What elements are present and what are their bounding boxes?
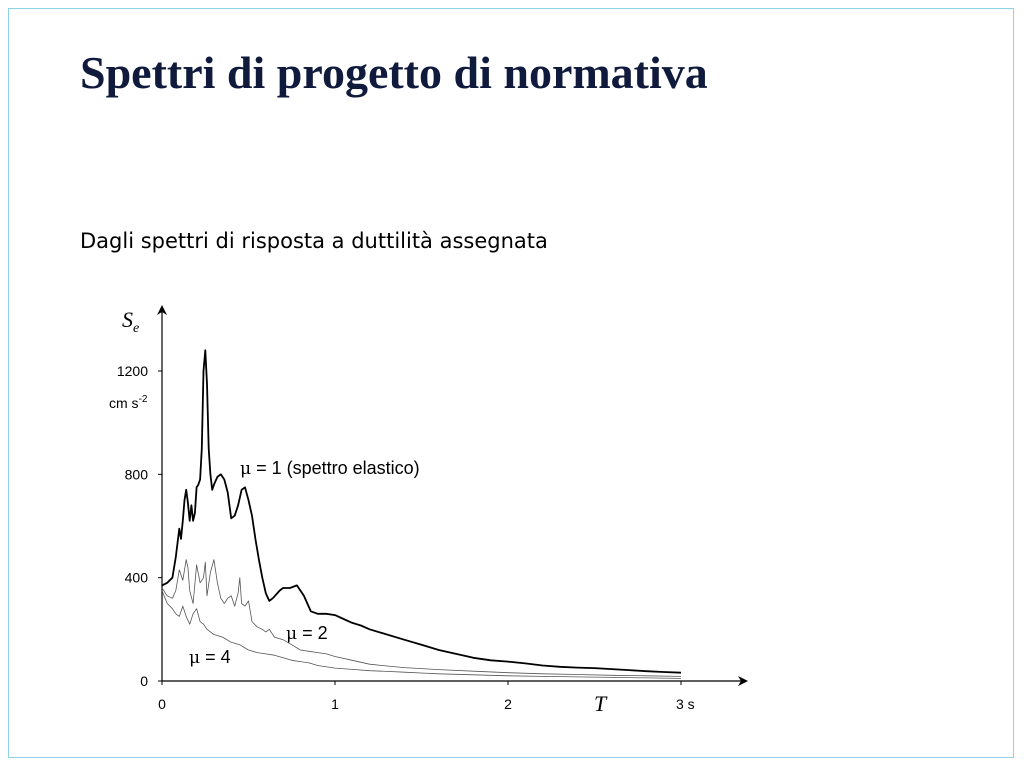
y-tick-label: 0 [140, 673, 148, 689]
y-axis-title: $S_e$ [122, 307, 140, 336]
x-tick-label: 3 s [676, 696, 695, 712]
y-tick-label: 800 [124, 466, 148, 483]
y-unit-label: cm $s^{-2}$ [109, 394, 148, 411]
series-annotation-1: μ = 1 (spettro elastico) [240, 458, 420, 479]
series-line-3 [162, 591, 681, 679]
x-tick-label: 1 [331, 696, 339, 712]
slide-title: Spettri di progetto di normativa [80, 47, 708, 98]
y-tick-label: 1200 [116, 363, 148, 379]
x-tick-label: 0 [158, 696, 166, 712]
series-line-2 [162, 560, 681, 677]
x-tick-label: 2 [504, 696, 512, 712]
slide-subtitle: Dagli spettri di risposta a duttilità assegnata [80, 229, 548, 253]
y-tick-label: 400 [124, 569, 148, 586]
series-annotation-3: μ = 4 [189, 647, 231, 668]
series-annotation-2: μ = 2 [286, 623, 328, 644]
x-axis-title: T [594, 691, 607, 716]
series-line-1 [162, 350, 681, 672]
